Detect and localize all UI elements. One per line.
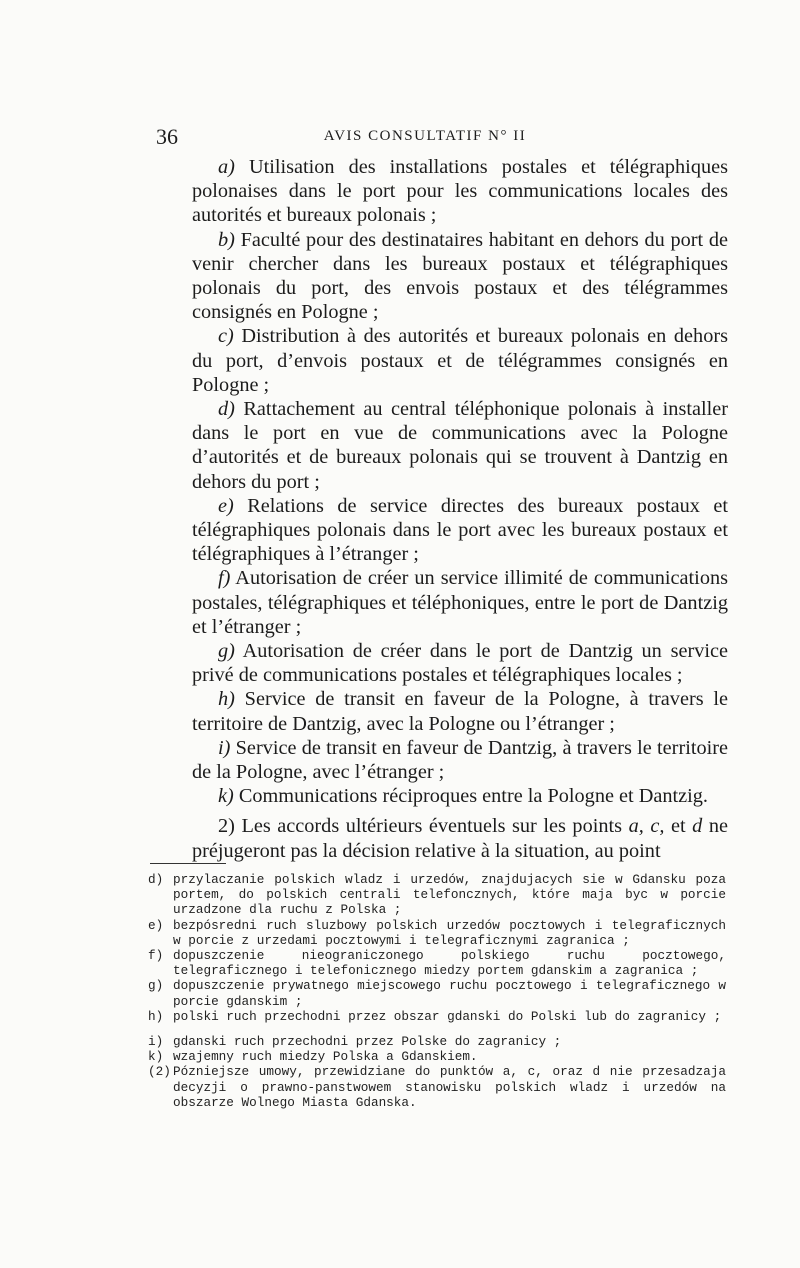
footnote	[148, 948, 726, 978]
item-label: c)	[218, 325, 234, 348]
footnote-text: dopuszczenie nieograniczonego polskiego ruchu pocztowego, telegraficznego i telefonicznego miedzy portem gdanskim a zagranica ;	[173, 948, 726, 979]
footnote-label: e)	[148, 917, 164, 933]
item-h	[192, 687, 728, 735]
footnote-label: k)	[148, 1049, 164, 1065]
paragraph-2	[192, 814, 728, 862]
paragraph-number: 2)	[218, 815, 235, 838]
item-label: i)	[218, 736, 231, 759]
paragraph-text: et	[670, 815, 686, 838]
paragraph-text: ne préjugeront pas la décision relative à la situation, au point	[192, 815, 728, 862]
footnote-text: bezpósredni ruch sluzbowy polskich urzedów pocztowych i telegraficznych w porcie z urzedami pocztowymi i telegraficznymi zagranica ;	[173, 917, 726, 948]
item-g	[192, 639, 728, 687]
item-text: Service de transit en faveur de la Pologne, à travers le territoire de Dantzig, avec la Pologne ou l’étranger ;	[192, 688, 728, 735]
item-label: h)	[218, 688, 235, 711]
item-f	[192, 566, 728, 639]
footnote-text: przylaczanie polskich wladz i urzedów, znajdujacych sie w Gdansku poza portem, do polskich centrali telefoncznych, które maja byc w porcie urzadzone dla ruchu z Polska ;	[173, 872, 726, 918]
footnote	[148, 1034, 726, 1049]
paragraph-text: Les accords ultérieurs éventuels sur les points	[241, 815, 623, 838]
footnote	[148, 1009, 726, 1024]
item-text: Service de transit en faveur de Dantzig, à travers le territoire de la Pologne, avec l’étranger ;	[192, 736, 728, 784]
footnote	[148, 1049, 726, 1064]
item-text: Autorisation de créer dans le port de Dantzig un service privé de communications postales et télégraphiques locales ;	[192, 640, 729, 687]
item-text: Distribution à des autorités et bureaux polonais en dehors du port, d’envois postaux et de télégrammes consignés en Pologne ;	[192, 325, 728, 396]
footnote-text: polski ruch przechodni przez obszar gdanski do Polski lub do zagranicy ;	[173, 1008, 722, 1024]
item-label: g)	[218, 640, 235, 663]
footnote-text: gdanski ruch przechodni przez Polske do zagranicy ;	[173, 1034, 562, 1050]
footnote-label: h)	[148, 1008, 164, 1024]
item-text: Relations de service directes des bureaux postaux et télégraphiques polonais dans le port avec les bureaux postaux et télégraphiques à l’étranger ;	[192, 494, 728, 566]
running-title: AVIS CONSULTATIF N° II	[323, 128, 527, 144]
item-label: d)	[218, 398, 235, 421]
item-text: Faculté pour des destinataires habitant en dehors du port de venir chercher dans les bureaux postaux et télégraphiques polonais du port, des envois postaux et des télégrammes consignés en Pologne ;	[192, 228, 728, 324]
item-text: Communications réciproques entre la Pologne et Dantzig.	[238, 785, 709, 808]
item-label: e)	[218, 494, 234, 517]
footnote	[148, 1064, 726, 1110]
item-text: Autorisation de créer un service illimité de communications postales, télégraphiques et téléphoniques, entre le port de Dantzig et l’étranger ;	[192, 567, 728, 638]
footnote-label: g)	[148, 978, 164, 994]
footnote-label: f)	[148, 948, 164, 964]
point-c: c,	[650, 815, 665, 838]
item-k	[192, 784, 728, 808]
item-text: Utilisation des installations postales et télégraphiques polonaises dans le port pour les communications locales des autorités et bureaux polonais ;	[192, 156, 728, 227]
item-e	[192, 494, 728, 567]
item-a	[192, 155, 728, 228]
footnote	[148, 978, 726, 1008]
main-text	[192, 155, 728, 863]
point-d: d	[692, 815, 703, 838]
item-i	[192, 736, 728, 784]
item-text: Rattachement au central téléphonique polonais à installer dans le port en vue de communications avec la Pologne d’autorités et de bureaux polonais qui se trouvent à Dantzig en dehors du port ;	[192, 398, 728, 493]
item-label: k)	[218, 785, 234, 808]
footnote-label: d)	[148, 872, 164, 887]
footnote	[148, 872, 726, 918]
footnote-text: Pózniejsze umowy, przewidziane do punktów a, c, oraz d nie przesadzaja decyzji o prawno-panstwowem stanowisku polskich wladz i urzedów na obszarze Wolnego Miasta Gdanska.	[173, 1064, 726, 1110]
footnote-rule	[150, 863, 226, 864]
page-number: 36	[156, 124, 178, 149]
item-label: a)	[218, 156, 235, 178]
item-label: f)	[218, 567, 231, 590]
item-c	[192, 324, 728, 397]
footnote-label: (2)	[148, 1064, 171, 1080]
point-a: a,	[628, 815, 644, 838]
footnotes	[148, 872, 726, 1110]
item-label: b)	[218, 228, 235, 251]
footnote	[148, 918, 726, 948]
footnote-text: wzajemny ruch miedzy Polska a Gdanskiem.	[173, 1049, 478, 1065]
item-b	[192, 228, 728, 325]
footnote-text: dopuszczenie prywatnego miejscowego ruchu pocztowego i telegraficznego w porcie gdanskim ;	[173, 978, 726, 1009]
item-d	[192, 397, 728, 494]
footnote-label: i)	[148, 1034, 164, 1050]
